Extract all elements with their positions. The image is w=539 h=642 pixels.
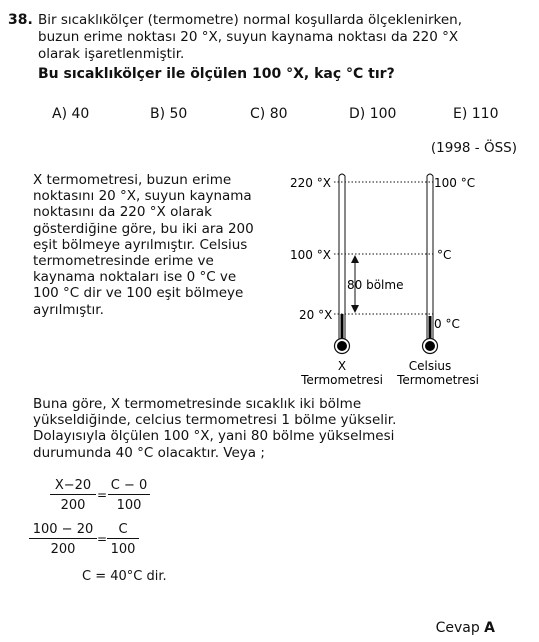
explanation-left-line: X termometresi, buzun erime [33, 172, 232, 188]
celsius-thermometer-caption: Termometresi [397, 373, 479, 387]
x-thermometer-name: X [337, 359, 347, 373]
fraction-numerator: C [118, 522, 128, 537]
fraction-c-substituted [107, 522, 139, 557]
fraction-denominator: 100 [107, 538, 139, 557]
celsius-thermometer-tube [427, 174, 433, 340]
formula-result: C = 40°C dir. [82, 569, 167, 584]
option-b[interactable]: B) 50 [150, 106, 188, 122]
option-d[interactable]: D) 100 [349, 106, 397, 122]
explanation-left-line: gösterdiğine göre, bu iki ara 200 [33, 220, 254, 237]
celsius-thermometer-mercury [429, 316, 432, 341]
span-label: 80 bölme [347, 278, 404, 292]
question-source: (1998 - ÖSS) [430, 140, 517, 156]
span-arrow-down-icon [351, 305, 359, 313]
answer [436, 620, 495, 636]
explanation-left-line: kaynama noktaları ise 0 °C ve [33, 269, 237, 286]
question-prompt: Bu sıcaklıkölçer ile ölçülen 100 °X, kaç °C tır? [38, 66, 395, 82]
x-label-20: 20 °X [299, 308, 333, 322]
question-line-3: olarak işaretlenmiştir. [38, 46, 185, 62]
explanation-bottom-line: durumunda 40 °C olacaktır. Veya ; [33, 444, 265, 461]
celsius-thermometer-name: Celsius [408, 359, 452, 373]
fraction-numerator: 100 − 20 [32, 522, 94, 537]
explanation-left [33, 172, 254, 318]
equals-sign: = [97, 532, 108, 546]
x-label-220: 220 °X [290, 176, 331, 190]
equals-sign: = [97, 488, 108, 502]
option-c[interactable]: C) 80 [250, 106, 288, 122]
celsius-thermometer-bulb-fill [425, 341, 435, 351]
fraction-c [108, 478, 150, 513]
option-a[interactable]: A) 40 [52, 106, 90, 122]
c-label-100: 100 °C [434, 176, 476, 190]
answer-letter: A [484, 620, 495, 636]
explanation-bottom-line: Buna göre, X termometresinde sıcaklık iki bölme [33, 396, 362, 412]
c-label-mid: °C [437, 248, 452, 262]
option-e[interactable]: E) 110 [453, 106, 499, 122]
fraction-x [50, 478, 96, 513]
x-label-100: 100 °X [290, 248, 331, 262]
fraction-x-substituted [29, 522, 97, 557]
question-line-2: buzun erime noktası 20 °X, suyun kaynama noktası da 220 °X [38, 29, 459, 45]
fraction-denominator: 100 [108, 494, 150, 513]
explanation-left-line: noktasını 20 °X, suyun kaynama [33, 188, 252, 205]
explanation-left-line: eşit bölmeye ayrılmıştır. Celsius [33, 236, 248, 253]
c-label-0: 0 °C [434, 317, 460, 331]
thermometer-diagram [288, 168, 498, 393]
explanation-bottom [33, 396, 396, 461]
fraction-numerator: C − 0 [110, 478, 148, 493]
fraction-numerator: X−20 [54, 478, 92, 493]
x-thermometer-caption: Termometresi [301, 373, 383, 387]
answer-label: Cevap [435, 620, 480, 636]
span-arrow-up-icon [351, 255, 359, 263]
explanation-left-line: ayrılmıştır. [33, 301, 104, 318]
fraction-denominator: 200 [50, 494, 96, 513]
fraction-denominator: 200 [29, 538, 97, 557]
explanation-left-line: noktasını da 220 °X olarak [33, 204, 212, 221]
explanation-bottom-line: yükseldiğinde, celcius termometresi 1 bölme yükselir. [33, 412, 397, 429]
x-thermometer-bulb-fill [337, 341, 347, 351]
question-line-1: Bir sıcaklıkölçer (termometre) normal koşullarda ölçeklenirken, [38, 12, 462, 28]
explanation-left-line: termometresinde erime ve [33, 253, 214, 270]
question-number: 38. [8, 12, 33, 28]
x-thermometer-mercury [341, 314, 344, 341]
explanation-left-line: 100 °C dir ve 100 eşit bölmeye [33, 285, 244, 302]
explanation-bottom-line: Dolayısıyla ölçülen 100 °X, yani 80 bölme yükselmesi [33, 428, 395, 445]
